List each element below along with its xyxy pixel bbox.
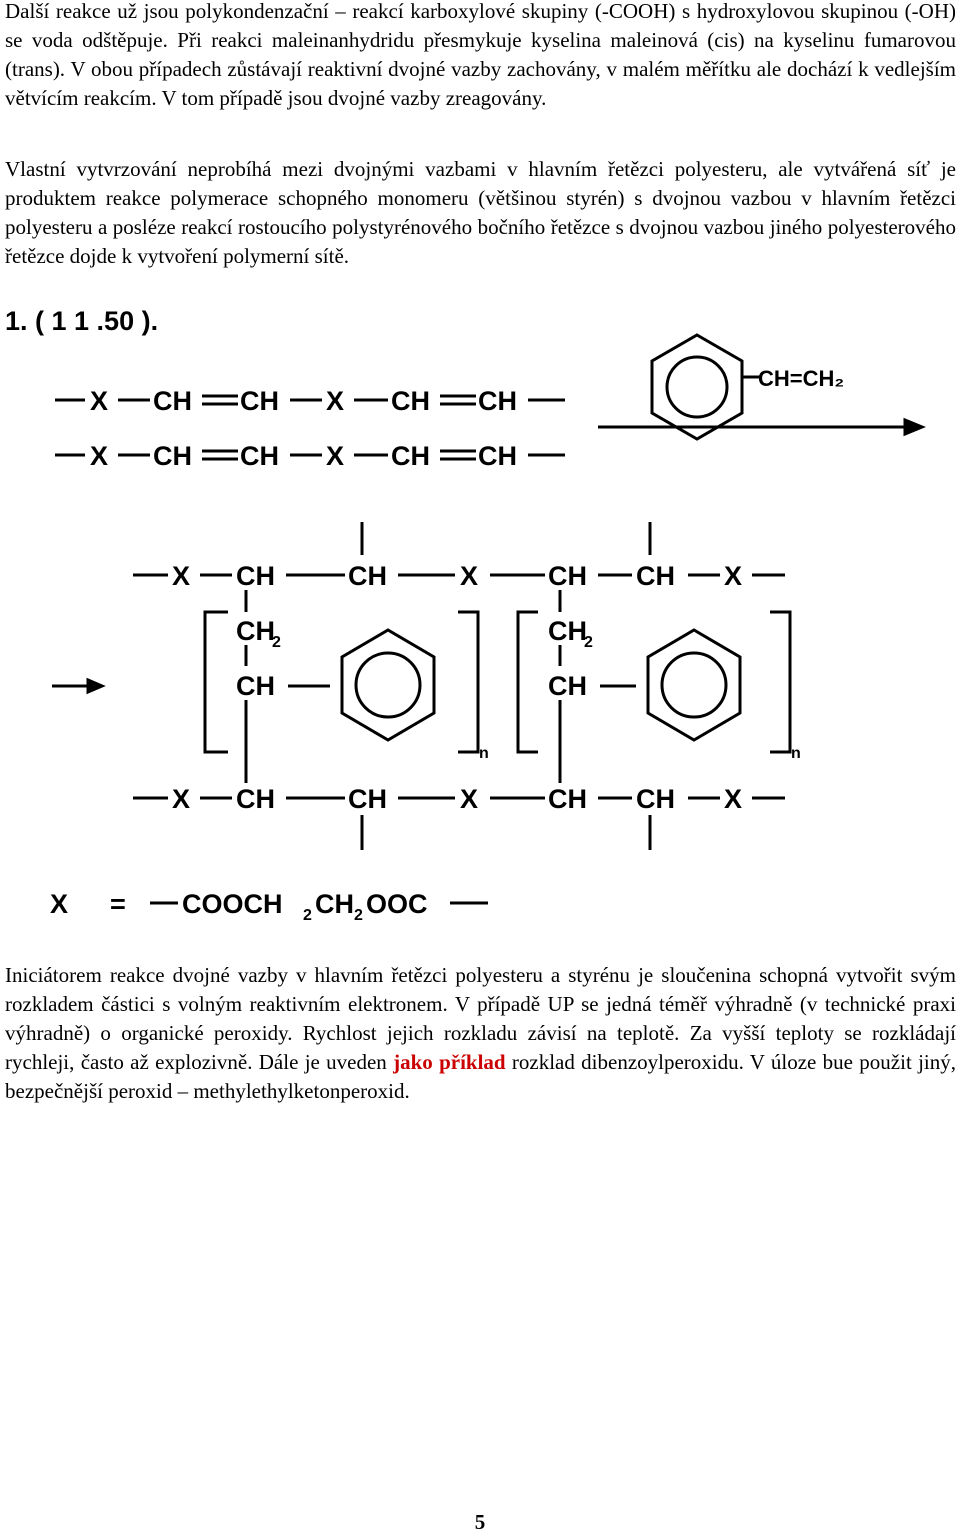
- svg-text:CH: CH: [153, 441, 192, 471]
- styrene-monomer: [652, 335, 844, 439]
- svg-text:CH: CH: [348, 784, 387, 814]
- svg-text:CH: CH: [391, 386, 430, 416]
- svg-text:CH: CH: [153, 386, 192, 416]
- product-top-chain: [133, 522, 785, 591]
- svg-text:2: 2: [303, 907, 312, 924]
- vinyl-group-label: CH=CH₂: [758, 366, 845, 391]
- paragraph-condensation: Další reakce už jsou polykondenzační – reakcí karboxylové skupiny (-COOH) s hydroxylovou skupinou (-OH) se voda odštěpuje. Při reakci maleinanhydridu přesmykuje kyselina maleinová (cis) na kyselinu fumarovou (trans). V obou případech zůstávají reaktivní dvojné vazby zachovány, v malém měřítku ale dochází k vedlejším větvícím reakcím. V tom případě jsou dvojné vazby zreagovány.: [5, 0, 956, 110]
- svg-text:CH: CH: [478, 441, 517, 471]
- svg-text:CH: CH: [548, 561, 587, 591]
- svg-text:X: X: [460, 784, 479, 814]
- svg-text:X: X: [172, 784, 191, 814]
- svg-text:=: =: [110, 889, 126, 919]
- reaction-arrow-2: [52, 680, 102, 692]
- svg-text:CH: CH: [548, 616, 587, 646]
- svg-text:CH: CH: [391, 441, 430, 471]
- svg-text:X: X: [460, 561, 479, 591]
- svg-text:2: 2: [584, 634, 593, 651]
- svg-text:X: X: [90, 386, 109, 416]
- x-definition-legend: [50, 889, 488, 924]
- svg-text:X: X: [90, 441, 109, 471]
- svg-text:CH: CH: [478, 386, 517, 416]
- page-number: 5: [474, 1510, 486, 1534]
- polyester-chain-2: [55, 441, 565, 471]
- svg-text:CH: CH: [348, 561, 387, 591]
- svg-text:CH: CH: [636, 784, 675, 814]
- svg-text:CH: CH: [548, 784, 587, 814]
- svg-text:X: X: [326, 441, 345, 471]
- svg-text:CH: CH: [548, 671, 587, 701]
- polystyrene-branch-right: [518, 590, 801, 783]
- svg-text:COOCH: COOCH: [182, 889, 283, 919]
- svg-text:X: X: [724, 784, 743, 814]
- product-bottom-chain: [133, 784, 785, 850]
- svg-text:CH: CH: [636, 561, 675, 591]
- polyester-chain-1: [55, 386, 565, 416]
- svg-text:CH: CH: [236, 784, 275, 814]
- svg-text:2: 2: [272, 634, 281, 651]
- svg-text:OOC: OOC: [366, 889, 428, 919]
- svg-text:CH: CH: [315, 889, 354, 919]
- svg-text:CH: CH: [236, 561, 275, 591]
- svg-text:X: X: [172, 561, 191, 591]
- svg-text:2: 2: [354, 907, 363, 924]
- crosslinking-reaction-diagram: [0, 300, 960, 940]
- cropped-label: 1. ( 1 1 .50 ).: [5, 306, 159, 336]
- svg-text:CH: CH: [236, 671, 275, 701]
- svg-text:X: X: [50, 889, 69, 919]
- reaction-arrow-1: [598, 420, 922, 434]
- svg-text:X: X: [724, 561, 743, 591]
- example-highlight-link[interactable]: jako příklad: [393, 1050, 506, 1074]
- paragraph-initiator: Iniciátorem reakce dvojné vazby v hlavním řetězci polyesteru a styrénu je sloučenina schopná vytvořit svým rozkladem částici s volným reaktivním elektronem. V případě UP se jedná téměř výhradně (v technické praxi výhradně) o organické peroxidy. Rychlost jejich rozkladu závisí na teplotě. Za vyšší teploty se rozkládají rychleji, často až explozivně. Dále je uveden jako příklad rozklad dibenzoylperoxidu. V úloze bue použit jiný, bezpečnější peroxid – methylethylketonperoxid.: [5, 963, 956, 1103]
- svg-text:CH: CH: [236, 616, 275, 646]
- svg-text:X: X: [326, 386, 345, 416]
- svg-text:n: n: [791, 745, 801, 762]
- svg-text:CH: CH: [240, 386, 279, 416]
- polystyrene-branch-left: [205, 590, 489, 783]
- svg-text:CH: CH: [240, 441, 279, 471]
- paragraph-curing: Vlastní vytvrzování neprobíhá mezi dvojnými vazbami v hlavním řetězci polyesteru, ale vytvářená síť je produktem reakce polymerace schopného monomeru (většinou styrén) s dvojnou vazbou v hlavním řetězci polyesteru a posléze reakcí rostoucího polystyrénového bočního řetězce s dvojnou vazbou jiného polyesterového řetězce dojde k vytvoření polymerní sítě.: [5, 157, 956, 268]
- svg-text:n: n: [479, 745, 489, 762]
